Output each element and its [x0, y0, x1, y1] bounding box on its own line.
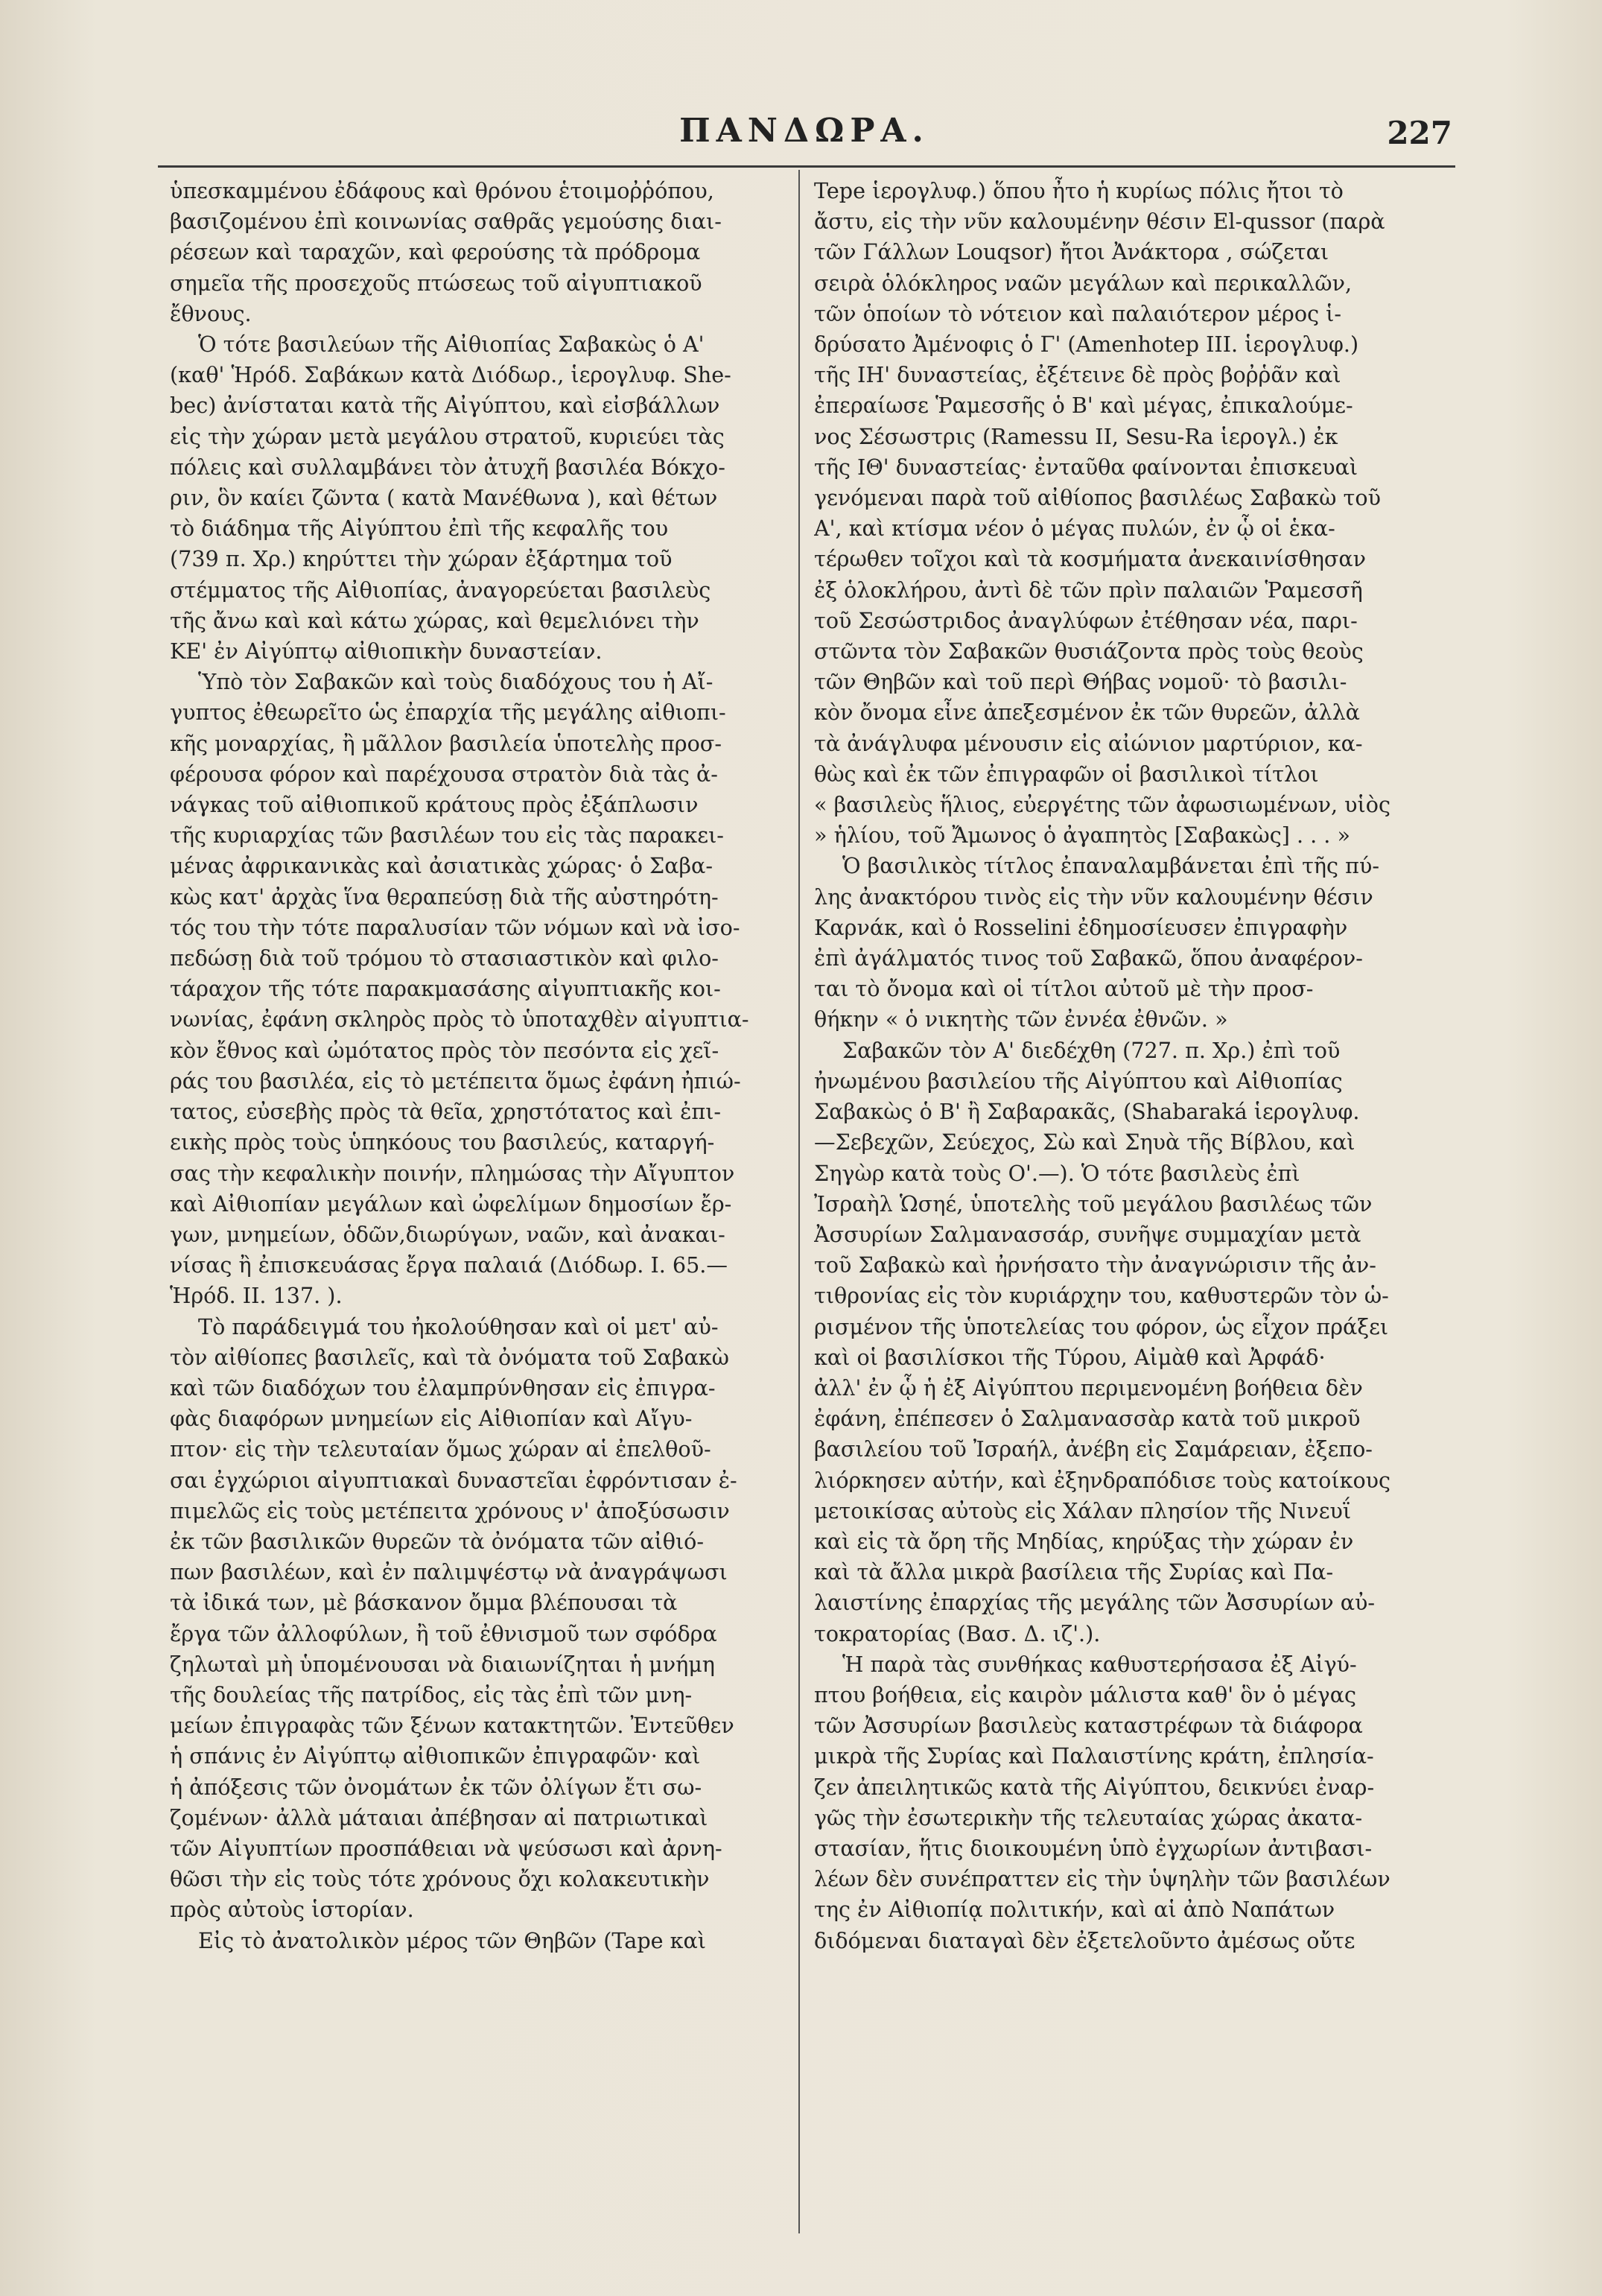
text-line: τῶν ὁποίων τὸ νότειον καὶ παλαιότερον μέρος ἱ- [814, 300, 1342, 326]
text-line: λιόρκησεν αὐτήν, καὶ ἐξηνδραπόδισε τοὺς κατοίκους [814, 1467, 1391, 1493]
text-line: σειρὰ ὁλόκληρος ναῶν μεγάλων καὶ περικαλλῶν, [814, 270, 1353, 296]
text-line: μετοικίσας αὐτοὺς εἰς Χάλαν πλησίον τῆς Νινευΐ [814, 1497, 1352, 1523]
left-column [170, 176, 801, 1956]
text-line: ἀλλ' ἐν ᾧ ἡ ἐξ Αἰγύπτου περιμενομένη βοήθεια δὲν [814, 1374, 1363, 1401]
text-line: bec) ἀνίσταται κατὰ τῆς Αἰγύπτου, καὶ εἰσβάλλων [170, 393, 720, 419]
text-line: Tepe ἱερογλυφ.) ὅπου ἦτο ἡ κυρίως πόλις ἤτοι τὸ [814, 178, 1344, 203]
text-line: τὸν αἰθίοπες βασιλεῖς, καὶ τὰ ὀνόματα τοῦ Σαβακὼ [170, 1344, 729, 1370]
text-line: τοῦ Σεσώστριδος ἀναγλύφων ἐτέθησαν νέα, παρι- [814, 607, 1358, 633]
text-line: Ὁ τότε βασιλεύων τῆς Αἰθιοπίας Σαβακὼς ὁ Α' [198, 332, 705, 358]
text-line: διδόμεναι διαταγαὶ δὲν ἐξετελοῦντο ἀμέσως οὔτε [814, 1927, 1355, 1953]
text-line: τατος, εὐσεβὴς πρὸς τὰ θεῖα, χρηστότατος καὶ ἐπι- [170, 1099, 722, 1125]
text-line: καὶ εἰς τὰ ὄρη τῆς Μηδίας, κηρύξας τὴν χώραν ἐν [814, 1528, 1354, 1554]
text-line: ριν, ὃν καίει ζῶντα ( κατὰ Μανέθωνα ), καὶ θέτων [170, 485, 718, 511]
header-rule [158, 165, 1455, 168]
text-line: Α', καὶ κτίσμα νέον ὁ μέγας πυλών, ἐν ᾧ οἱ ἑκα- [814, 516, 1335, 542]
text-line: λέων δὲν συνέπραττεν εἰς τὴν ὑψηλὴν τῶν βασιλέων [814, 1866, 1390, 1892]
text-line: ζεν ἀπειλητικῶς κατὰ τῆς Αἰγύπτου, δεικνύει ἐναρ- [814, 1774, 1375, 1800]
text-line: νάγκας τοῦ αἰθιοπικοῦ κράτους πρὸς ἐξάπλωσιν [170, 792, 699, 818]
text-line: της ἐν Αἰθιοπίᾳ πολιτικήν, καὶ αἱ ἀπὸ Ναπάτων [814, 1897, 1335, 1923]
text-line: Ἀσσυρίων Σαλμανασσάρ, συνῆψε συμμαχίαν μετὰ [814, 1221, 1361, 1247]
text-line: καὶ Αἰθιοπίαν μεγάλων καὶ ὠφελίμων δημοσίων ἔρ- [170, 1190, 732, 1217]
text-line: τοῦ Σαβακὼ καὶ ἠρνήσατο τὴν ἀναγνώρισιν τῆς ἀν- [814, 1252, 1376, 1278]
right-column [814, 176, 1446, 1956]
column-divider [798, 170, 800, 2233]
text-line: θὼς καὶ ἐκ τῶν ἐπιγραφῶν οἱ βασιλικοὶ τίτλοι [814, 761, 1319, 787]
text-line: Ὑπὸ τὸν Σαβακῶν καὶ τοὺς διαδόχους του ἡ Αἴ- [198, 669, 713, 695]
text-line: ζομένων· ἀλλὰ μάταιαι ἀπέβησαν αἱ πατριωτικαὶ [170, 1804, 708, 1830]
text-line: ὑπεσκαμμένου ἐδάφους καὶ θρόνου ἑτοιμοῤῥόπου, [170, 178, 714, 203]
text-line: εικὴς πρὸς τοὺς ὑπηκόους του βασιλεύς, καταργή- [170, 1129, 715, 1155]
text-line: πων βασιλέων, καὶ ἐν παλιμψέστῳ νὰ ἀναγράψωσι [170, 1559, 728, 1585]
text-line: στέμματος τῆς Αἰθιοπίας, ἀναγορεύεται βασιλεὺς [170, 577, 711, 603]
text-line: τῶν Θηβῶν καὶ τοῦ περὶ Θήβας νομοῦ· τὸ βασιλι- [814, 669, 1347, 695]
text-line: Εἰς τὸ ἀνατολικὸν μέρος τῶν Θηβῶν (Tape καὶ [198, 1927, 707, 1953]
text-line: σας τὴν κεφαλικὴν ποινήν, πλημώσας τὴν Αἴγυπτον [170, 1160, 735, 1186]
text-line: Σαβακῶν τὸν Α' διεδέχθη (727. π. Χρ.) ἐπὶ τοῦ [842, 1037, 1341, 1063]
text-line: τῆς ΙΗ' δυναστείας, ἐξέτεινε δὲ πρὸς βοῤῥᾶν καὶ [814, 362, 1341, 388]
text-line: σημεῖα τῆς προσεχοῦς πτώσεως τοῦ αἰγυπτιακοῦ [170, 270, 702, 296]
text-line: τῶν Αἰγυπτίων προσπάθειαι νὰ ψεύσωσι καὶ ἀρνη- [170, 1835, 722, 1861]
text-line: ζηλωταὶ μὴ ὑπομένουσαι νὰ διαιωνίζηται ἡ μνήμη [170, 1651, 715, 1677]
text-line: Ὁ βασιλικὸς τίτλος ἐπαναλαμβάνεται ἐπὶ τῆς πύ- [842, 853, 1379, 879]
text-line: βασιζομένου ἐπὶ κοινωνίας σαθρᾶς γεμούσης διαι- [170, 209, 722, 235]
text-line: πεδώσῃ διὰ τοῦ τρόμου τὸ στασιαστικὸν καὶ φιλο- [170, 945, 719, 971]
text-line: τῶν Ἀσσυρίων βασιλεὺς καταστρέφων τὰ διάφορα [814, 1713, 1363, 1739]
text-line: ράς του βασιλέα, εἰς τὸ μετέπειτα ὅμως ἐφάνη ἠπιώ- [170, 1068, 741, 1094]
text-line: πτου βοήθεια, εἰς καιρὸν μάλιστα καθ' ὃν ὁ μέγας [814, 1681, 1357, 1707]
text-line: ἐφάνη, ἐπέπεσεν ὁ Σαλμανασσὰρ κατὰ τοῦ μικροῦ [814, 1406, 1361, 1432]
text-line: ται τὸ ὄνομα καὶ οἱ τίτλοι αὐτοῦ μὲ τὴν προσ- [814, 976, 1314, 1002]
text-line: τὰ ἀνάγλυφα μένουσιν εἰς αἰώνιον μαρτύριον, κα- [814, 730, 1363, 756]
text-line: ἡ ἀπόξεσις τῶν ὀνομάτων ἐκ τῶν ὀλίγων ἔτι σω- [170, 1774, 702, 1800]
text-line: (καθ' Ἡρόδ. Σαβάκων κατὰ Διόδωρ., ἱερογλυφ. She- [170, 362, 731, 388]
text-line: » ἡλίου, τοῦ Ἄμωνος ὁ ἀγαπητὸς [Σαβακὼς] . . . » [814, 822, 1350, 849]
text-line: Ἰσραὴλ Ὡσηέ, ὑποτελὴς τοῦ μεγάλου βασιλέως τῶν [814, 1190, 1373, 1217]
text-line: θήκην « ὁ νικητὴς τῶν ἐννέα ἐθνῶν. » [814, 1006, 1228, 1033]
text-line: Καρνάκ, καὶ ὁ Rosselini ἐδημοσίευσεν ἐπιγραφὴν [814, 914, 1348, 940]
text-line: γων, μνημείων, ὁδῶν,διωρύγων, ναῶν, καὶ ἀνακαι- [170, 1221, 725, 1247]
text-line: στασίαν, ἥτις διοικουμένη ὑπὸ ἐγχωρίων ἀντιβασι- [814, 1835, 1373, 1861]
text-line: δρύσατο Ἀμένοφις ὁ Γ' (Amenhotep III. ἱερογλυφ.) [814, 332, 1359, 358]
text-line: νος Σέσωστρις (Ramessu II, Sesu-Ra ἱερογλ.) ἐκ [814, 423, 1338, 449]
text-line: γυπτος ἐθεωρεῖτο ὡς ἐπαρχία τῆς μεγάλης αἰθιοπι- [170, 700, 726, 726]
text-line: τός του τὴν τότε παραλυσίαν τῶν νόμων καὶ νὰ ἰσο- [170, 914, 740, 940]
text-line: ἄστυ, εἰς τὴν νῦν καλουμένην θέσιν El-qussor (παρὰ [814, 209, 1385, 235]
text-line: τῆς ἄνω καὶ καὶ κάτω χώρας, καὶ θεμελιόνει τὴν [170, 607, 699, 633]
text-line: ἐπεραίωσε Ῥαμεσσῆς ὁ Β' καὶ μέγας, ἐπικαλούμε- [814, 393, 1353, 419]
text-line: μικρὰ τῆς Συρίας καὶ Παλαιστίνης κράτη, ἐπλησία- [814, 1743, 1374, 1769]
text-line: τιθρονίας εἰς τὸν κυριάρχην του, καθυστερῶν τὸν ὡ- [814, 1283, 1389, 1309]
text-line: λης ἀνακτόρου τινὸς εἰς τὴν νῦν καλουμένην θέσιν [814, 884, 1373, 910]
text-line: ἠνωμένου βασιλείου τῆς Αἰγύπτου καὶ Αἰθιοπίας [814, 1068, 1343, 1094]
text-line: καὶ οἱ βασιλίσκοι τῆς Τύρου, Αἰμὰθ καὶ Ἀρφάδ· [814, 1344, 1326, 1370]
text-line: θῶσι τὴν εἰς τοὺς τότε χρόνους ὄχι κολακευτικὴν [170, 1866, 710, 1892]
text-line: πιμελῶς εἰς τοὺς μετέπειτα χρόνους ν' ἀποξύσωσιν [170, 1497, 730, 1523]
text-line: ἔθνους. [170, 300, 252, 326]
text-line: ἔργα τῶν ἀλλοφύλων, ἢ τοῦ ἐθνισμοῦ των σφόδρα [170, 1620, 717, 1646]
text-line: πόλεις καὶ συλλαμβάνει τὸν ἀτυχῆ βασιλέα Βόκχο- [170, 454, 725, 480]
text-line: φὰς διαφόρων μνημείων εἰς Αἰθιοπίαν καὶ Αἴγυ- [170, 1406, 693, 1432]
text-line: στῶντα τὸν Σαβακῶν θυσιάζοντα πρὸς τοὺς θεοὺς [814, 638, 1364, 665]
text-line: εἰς τὴν χώραν μετὰ μεγάλου στρατοῦ, κυριεύει τὰς [170, 423, 725, 449]
text-line: πρὸς αὐτοὺς ἱστορίαν. [170, 1897, 414, 1923]
text-line: ΚΕ' ἐν Αἰγύπτῳ αἰθιοπικὴν δυναστείαν. [170, 638, 603, 665]
text-line: κῆς μοναρχίας, ἢ μᾶλλον βασιλεία ὑποτελὴς προσ- [170, 730, 722, 756]
text-line: κὸν ὄνομα εἶνε ἀπεξεσμένον ἐκ τῶν θυρεῶν, ἀλλὰ [814, 700, 1360, 726]
text-line: τῆς ΙΘ' δυναστείας· ἐνταῦθα φαίνονται ἐπισκευαὶ [814, 454, 1358, 480]
text-line: κὸν ἔθνος καὶ ὠμότατος πρὸς τὸν πεσόντα εἰς χεῖ- [170, 1037, 719, 1063]
text-line: τῶν Γάλλων Louqsor) ἤτοι Ἀνάκτορα , σώζεται [814, 239, 1329, 265]
text-line: μένας ἀφρικανικὰς καὶ ἀσιατικὰς χώρας· ὁ Σαβα- [170, 853, 713, 879]
text-line: ἐπὶ ἀγάλματός τινος τοῦ Σαβακῶ, ὅπου ἀναφέρον- [814, 945, 1363, 971]
text-line: Σηγὼρ κατὰ τοὺς Ο'.—). Ὁ τότε βασιλεὺς ἐπὶ [814, 1160, 1300, 1186]
text-line: ἐκ τῶν βασιλικῶν θυρεῶν τὰ ὀνόματα τῶν αἰθιό- [170, 1528, 705, 1554]
text-line: τέρωθεν τοῖχοι καὶ τὰ κοσμήματα ἀνεκαινίσθησαν [814, 546, 1367, 572]
text-line: τὸ διάδημα τῆς Αἰγύπτου ἐπὶ τῆς κεφαλῆς του [170, 516, 669, 542]
text-line: Τὸ παράδειγμά του ἠκολούθησαν καὶ οἱ μετ' αὐ- [198, 1313, 719, 1339]
text-line: ρισμένον τῆς ὑποτελείας του φόρον, ὡς εἶχον πράξει [814, 1313, 1389, 1339]
text-line: τῆς δουλείας τῆς πατρίδος, εἰς τὰς ἐπὶ τῶν μνη- [170, 1681, 693, 1707]
text-line: Σαβακὼς ὁ Β' ἢ Σαβαρακᾶς, (Shabaraká ἱερογλυφ. [814, 1099, 1360, 1125]
text-line: λαιστίνης ἐπαρχίας τῆς μεγάλης τῶν Ἀσσυρίων αὐ- [814, 1590, 1376, 1616]
text-line: γῶς τὴν ἐσωτερικὴν τῆς τελευταίας χώρας ἀκατα- [814, 1804, 1363, 1830]
text-line: Ἡ παρὰ τὰς συνθήκας καθυστερήσασα ἐξ Αἰγύ- [842, 1651, 1357, 1677]
text-line: τάραχον τῆς τότε παρακμασάσης αἰγυπτιακῆς κοι- [170, 976, 721, 1002]
page-number: 227 [1387, 115, 1452, 151]
text-line: ρέσεων καὶ ταραχῶν, καὶ φερούσης τὰ πρόδρομα [170, 239, 701, 265]
text-line: Ἡρόδ. ΙΙ. 137. ). [170, 1283, 343, 1309]
text-line: (739 π. Χρ.) κηρύττει τὴν χώραν ἐξάρτημα τοῦ [170, 546, 673, 572]
text-line: γενόμεναι παρὰ τοῦ αἰθίοπος βασιλέως Σαβακὼ τοῦ [814, 485, 1381, 511]
text-line: τῆς κυριαρχίας τῶν βασιλέων του εἰς τὰς παρακει- [170, 822, 724, 849]
text-line: ἐξ ὁλοκλήρου, ἀντὶ δὲ τῶν πρὶν παλαιῶν Ῥαμεσσῆ [814, 577, 1363, 603]
text-line: νίσας ἢ ἐπισκευάσας ἔργα παλαιά (Διόδωρ. Ι. 65.— [170, 1252, 728, 1278]
running-title: ΠΑΝΔΩΡΑ. [679, 112, 929, 150]
text-line: κὼς κατ' ἀρχὰς ἵνα θεραπεύσῃ διὰ τῆς αὐστηρότη- [170, 884, 719, 910]
text-line: καὶ τῶν διαδόχων του ἐλαμπρύνθησαν εἰς ἐπιγρα- [170, 1374, 716, 1401]
text-line: « βασιλεὺς ἥλιος, εὐεργέτης τῶν ἀφωσιωμένων, υἱὸς [814, 792, 1390, 818]
text-line: ἡ σπάνις ἐν Αἰγύπτῳ αἰθιοπικῶν ἐπιγραφῶν· καὶ [170, 1743, 701, 1769]
text-line: καὶ τὰ ἄλλα μικρὰ βασίλεια τῆς Συρίας καὶ Πα- [814, 1559, 1334, 1585]
text-line: νωνίας, ἐφάνη σκληρὸς πρὸς τὸ ὑποταχθὲν αἰγυπτια- [170, 1006, 749, 1033]
text-line: μείων ἐπιγραφὰς τῶν ξένων κατακτητῶν. Ἐντεῦθεν [170, 1713, 734, 1739]
text-line: φέρουσα φόρον καὶ παρέχουσα στρατὸν διὰ τὰς ἀ- [170, 761, 718, 787]
page-header [156, 112, 1452, 164]
text-line: τὰ ἰδικά των, μὲ βάσκανον ὄμμα βλέπουσαι τὰ [170, 1590, 678, 1616]
text-line: σαι ἐγχώριοι αἰγυπτιακαὶ δυναστεῖαι ἐφρόντισαν ἐ- [170, 1467, 737, 1493]
text-line: τοκρατορίας (Βασ. Δ. ιζ'.). [814, 1620, 1101, 1646]
text-line: βασιλείου τοῦ Ἰσραήλ, ἀνέβη εἰς Σαμάρειαν, ἐξεπο- [814, 1436, 1373, 1462]
text-line: —Σεβεχῶν, Σεύεχος, Σὼ καὶ Σηυὰ τῆς Βίβλου, καὶ [814, 1129, 1355, 1155]
text-line: πτον· εἰς τὴν τελευταίαν ὅμως χώραν αἱ ἐπελθοῦ- [170, 1436, 711, 1462]
